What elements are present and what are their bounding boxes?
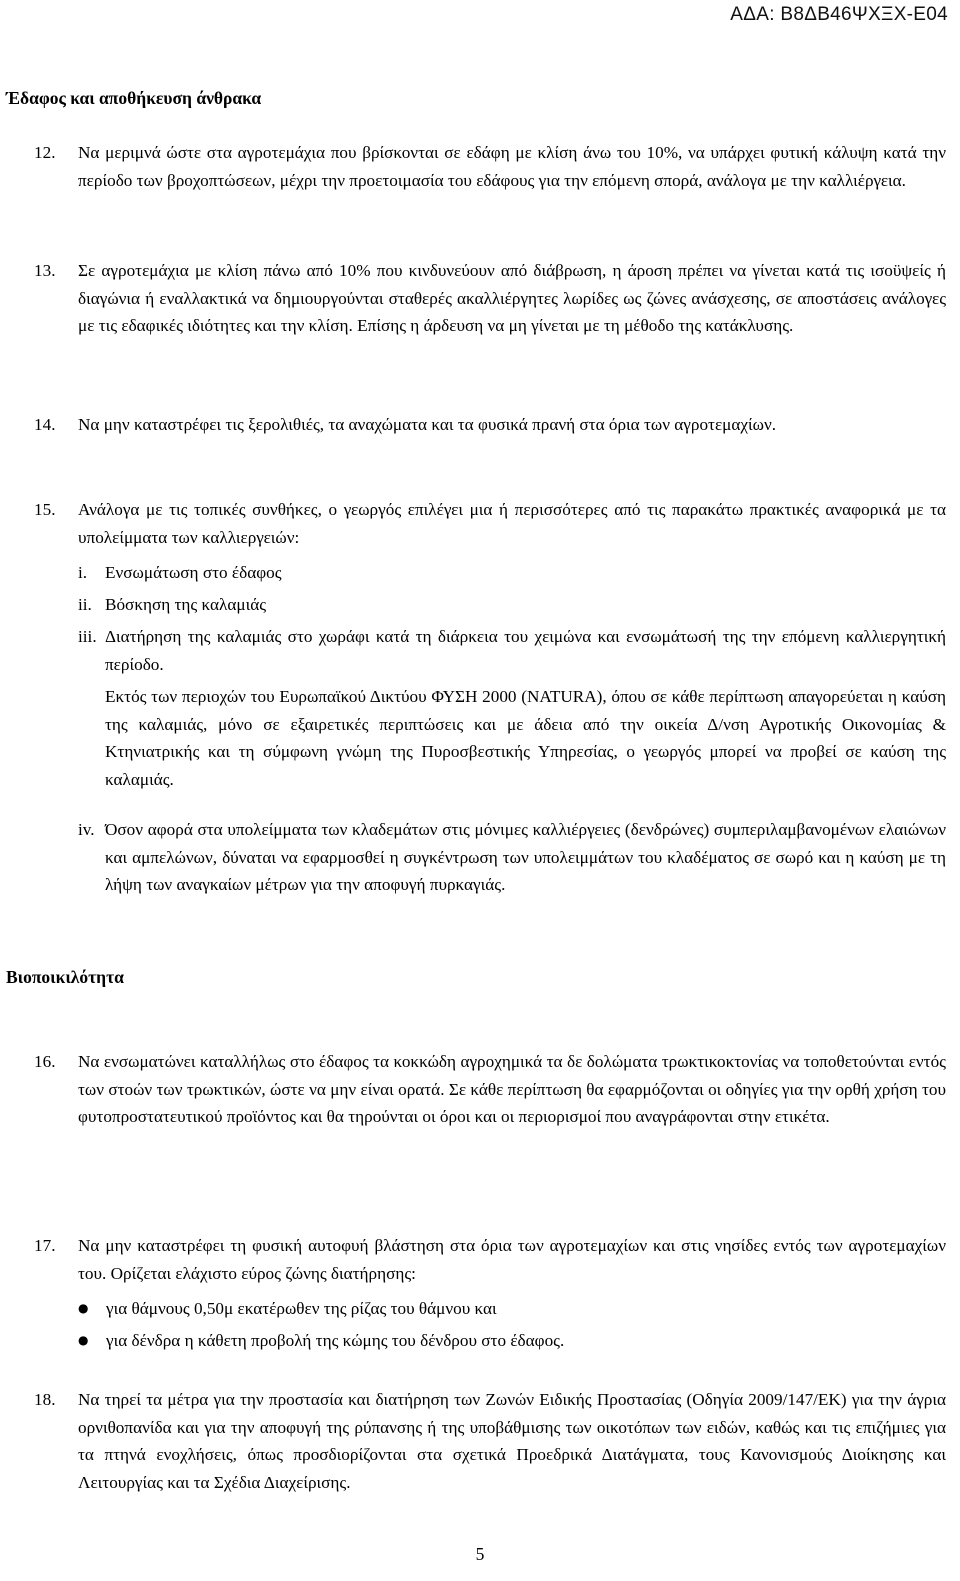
item-number: 17. [34,1236,56,1255]
item-number: 13. [34,261,56,280]
sub-item-ii [78,591,946,619]
sub-item-text: Βόσκηση της καλαμιάς [105,595,267,614]
sub-item-i [78,559,946,587]
sub-item-number: i. [78,563,88,582]
item-text: Να μην καταστρέφει τη φυσική αυτοφυή βλάστηση στα όρια των αγροτεμαχίων και στις νησίδες εντός των αγροτεμαχίων του. Ορίζεται ελάχιστο εύρος ζώνης διατήρησης: [78,1236,946,1283]
bullet-text: για θάμνους 0,50μ εκατέρωθεν της ρίζας του θάμνου και [106,1299,497,1318]
item-number: 18. [34,1390,56,1409]
sub-item-iv [78,816,946,899]
item-text: Να τηρεί τα μέτρα για την προστασία και διατήρηση των Ζωνών Ειδικής Προστασίας (Οδηγία 2009/147/ΕΚ) για την άγρια ορνιθοπανίδα και για την αποφυγή της ρύπανσης ή της υποβάθμισης των οικοτόπων των ειδών, καθώς και τις επιζήμιες για τα πτηνά ενοχλήσεις, όπως προσδιορίζονται στα σχετικά Προεδρικά Διατάγματα, τους Κανονισμούς Διοίκησης και Λειτουργίας και τα Σχέδια Διαχείρισης. [78,1390,946,1492]
list-item-15 [34,496,946,551]
ada-code: ΑΔΑ: Β8ΔΒ46ΨΧΞΧ-Ε04 [730,4,948,25]
bullet-icon: ● [78,1301,89,1315]
bullet-item-trees [78,1327,946,1355]
sub-item-number: iv. [78,820,95,839]
item-number: 16. [34,1052,56,1071]
section-title-soil: Έδαφος και αποθήκευση άνθρακα [6,88,262,108]
item-number: 12. [34,143,56,162]
item-number: 14. [34,415,56,434]
sub-item-number: ii. [78,595,92,614]
item-text: Ανάλογα με τις τοπικές συνθήκες, ο γεωργός επιλέγει μια ή περισσότερες από τις παρακάτω πρακτικές αναφορικά με τα υπολείμματα των καλλιεργειών: [78,500,946,547]
list-item-16 [34,1048,946,1131]
item-text: Να ενσωματώνει καταλλήλως στο έδαφος τα κοκκώδη αγροχημικά τα δε δολώματα τρωκτικοκτονίας να τοποθετούνται εντός των στοών των τρωκτικών, ώστε να μην είναι ορατά. Σε κάθε περίπτωση θα εφαρμόζονται οι οδηγίες για την ορθή χρήση του φυτοπροστατευτικού προϊόντος και θα τηρούνται οι όροι και οι περιορισμοί που αναγράφονται στην ετικέτα. [78,1052,946,1126]
page-number: 5 [475,1544,485,1564]
list-item-13 [34,257,946,340]
sub-item-text: Όσον αφορά στα υπολείμματα των κλαδεμάτων στις μόνιμες καλλιέργειες (δενδρώνες) συμπεριλαμβανομένων ελαιώνων και αμπελώνων, δύναται να εφαρμοσθεί η συγκέντρωση των υπολειμμάτων του κλαδέματος σε σωρό και η καύση με τη λήψη των αναγκαίων μέτρων για την αποφυγή πυρκαγιάς. [105,820,946,894]
item-text: Να μεριμνά ώστε στα αγροτεμάχια που βρίσκονται σε εδάφη με κλίση άνω του 10%, να υπάρχει φυτική κάλυψη κατά την περίοδο των βροχοπτώσεων, μέχρι την προετοιμασία του εδάφους για την επόμενη σπορά, ανάλογα με την καλλιέργεια. [78,143,946,190]
natura-note [78,683,946,793]
item-number: 15. [34,500,56,519]
bullet-item-shrubs [78,1295,946,1323]
sub-item-text: Διατήρηση της καλαμιάς στο χωράφι κατά τη διάρκεια του χειμώνα και ενσωμάτωσή της την επόμενη καλλιεργητική περίοδο. [105,627,946,674]
list-item-17 [34,1232,946,1287]
list-item-12 [34,139,946,194]
sub-item-text: Ενσωμάτωση στο έδαφος [105,563,282,582]
list-item-18 [34,1386,946,1496]
item-text: Να μην καταστρέφει τις ξερολιθιές, τα αναχώματα και τα φυσικά πρανή στα όρια των αγροτεμαχίων. [78,415,777,434]
list-item-14 [34,411,946,439]
item-text: Σε αγροτεμάχια με κλίση πάνω από 10% που κινδυνεύουν από διάβρωση, η άροση πρέπει να γίνεται κατά τις ισοϋψείς ή διαγώνια ή εναλλακτικά να δημιουργούνται σταθερές ακαλλιέργητες λωρίδες ως ζώνες ανάσχεσης, σε αποστάσεις ανάλογες με τις εδαφικές ιδιότητες και την κλίση. Επίσης η άρδευση να μη γίνεται με τη μέθοδο της κατάκλυσης. [78,261,946,335]
natura-note-text: Εκτός των περιοχών του Ευρωπαϊκού Δικτύου ΦΥΣΗ 2000 (NATURA), όπου σε κάθε περίπτωση απαγορεύεται η καύση της καλαμιάς, μόνο σε εξαιρετικές περιπτώσεις και με άδεια από την οικεία Δ/νση Αγροτικής Οικονομίας & Κτηνιατρικής και τη σύμφωνη γνώμη της Πυροσβεστικής Υπηρεσίας, ο γεωργός μπορεί να προβεί σε καύση της καλαμιάς. [105,687,946,789]
section-title-biodiversity: Βιοποικιλότητα [6,967,124,987]
sub-item-iii [78,623,946,678]
bullet-text: για δένδρα η κάθετη προβολή της κώμης του δένδρου στο έδαφος. [106,1331,565,1350]
sub-item-number: iii. [78,627,97,646]
bullet-icon: ● [78,1333,89,1347]
